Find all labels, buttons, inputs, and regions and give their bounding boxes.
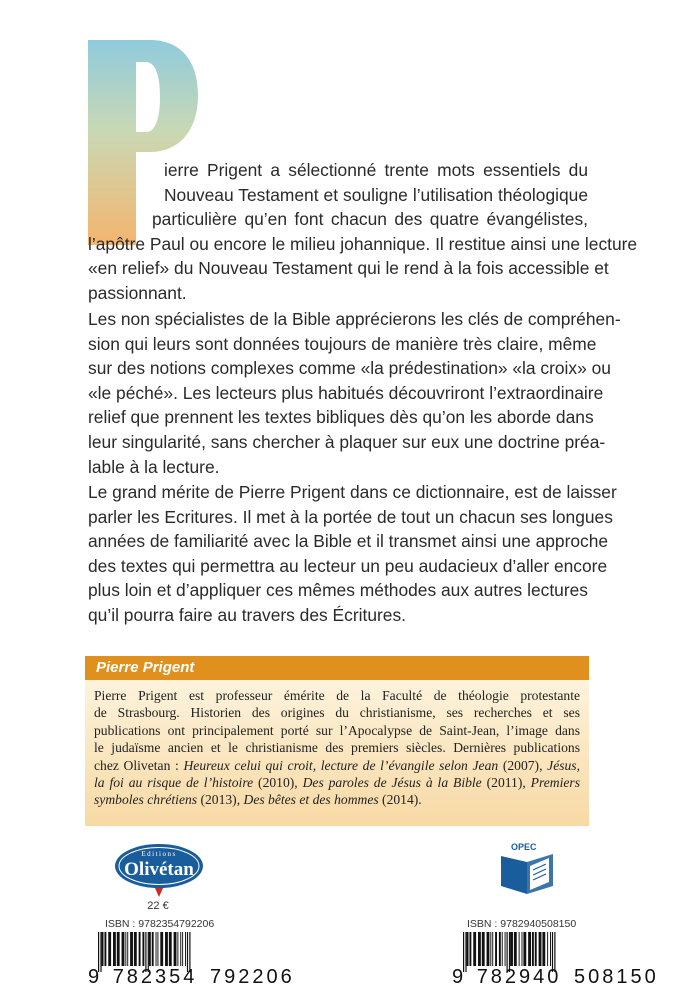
bio-line: publications ont principalement porté sur l’Apocalypse de Saint-Jean, l’image dans	[94, 722, 580, 738]
blurb-line: sion qui leurs sont données toujours de manière très claire, même	[88, 333, 597, 354]
barcode-left-digits: 9 782354 792206	[88, 966, 295, 988]
author-bio-box	[85, 680, 589, 826]
olivetan-logo-small: Editions	[141, 850, 177, 858]
blurb-line: «le péché». Les lecteurs plus habitués découvriront l’extraordinaire	[88, 382, 604, 403]
blurb-paragraph-1	[88, 158, 638, 306]
blurb-line: Nouveau Testament et souligne l’utilisation théologique	[164, 184, 588, 205]
barcode-right-digits: 9 782940 508150	[452, 966, 659, 988]
bio-line: de Strasbourg. Historien des origines du christianisme, ses recherches et ses	[94, 705, 580, 721]
blurb-line: des textes qui permettra au lecteur un peu audacieux d’aller encore	[88, 555, 608, 576]
blurb-paragraph-3	[88, 480, 617, 628]
author-heading: Pierre Prigent	[96, 659, 195, 676]
bio-line: la foi au risque de l’histoire (2010), Des paroles de Jésus à la Bible (2011), Premiers	[94, 775, 580, 791]
blurb-line: qu’il pourra faire au travers des Écritures.	[88, 604, 406, 625]
author-heading-bar	[85, 656, 589, 680]
blurb-line: lable à la lecture.	[88, 456, 220, 477]
blurb-line: sur des notions complexes comme «la prédestination» «la croix» ou	[88, 358, 611, 379]
bio-line: symboles chrétiens (2013), Des bêtes et des hommes (2014).	[94, 792, 422, 808]
bio-line: Pierre Prigent est professeur émérite de la Faculté de théologie protestante	[94, 688, 580, 703]
isbn-right: ISBN : 9782940508150	[467, 918, 577, 930]
blurb-line: Le grand mérite de Pierre Prigent dans ce dictionnaire, est de laisser	[88, 482, 617, 502]
blurb-line: particulière qu’en font chacun des quatre évangélistes,	[152, 209, 588, 230]
blurb-line: plus loin et d’appliquer ces mêmes méthodes aux autres lectures	[88, 580, 588, 601]
blurb-line: parler les Ecritures. Il met à la portée de tout un chacun ses longues	[88, 506, 613, 527]
opec-logo	[497, 840, 559, 896]
opec-logo-name: OPEC	[511, 842, 537, 852]
blurb-line: ierre Prigent a sélectionné trente mots essentiels du	[164, 160, 588, 180]
bio-line: chez Olivetan : Heureux celui qui croit, lecture de l’évangile selon Jean (2007), Jésus,	[94, 757, 580, 773]
blurb-line: «en relief» du Nouveau Testament qui le rend à la fois accessible et	[88, 258, 609, 279]
author-bio	[94, 687, 580, 809]
olivetan-logo-name: Olivétan	[124, 859, 194, 880]
bio-line: le judaïsme ancien et le christianisme des premiers siècles. Dernières publications	[94, 740, 580, 756]
blurb-paragraph-2	[88, 307, 621, 479]
blurb-line: leur singularité, sans chercher à plaquer sur eux une doctrine préa-	[88, 431, 606, 452]
olivetan-logo	[113, 840, 205, 898]
blurb-line: relief que prennent les textes bibliques dès qu’on les aborde dans	[88, 407, 594, 428]
blurb-line: passionnant.	[88, 282, 187, 303]
price: 22 €	[147, 900, 169, 912]
blurb-line: années de familiarité avec la Bible et il transmet ainsi une approche	[88, 531, 609, 552]
blurb-line: l’apôtre Paul ou encore le milieu johannique. Il restitue ainsi une lecture	[88, 233, 638, 254]
blurb-line: Les non spécialistes de la Bible apprécierons les clés de compréhen-	[88, 309, 621, 329]
isbn-left: ISBN : 9782354792206	[105, 918, 215, 930]
